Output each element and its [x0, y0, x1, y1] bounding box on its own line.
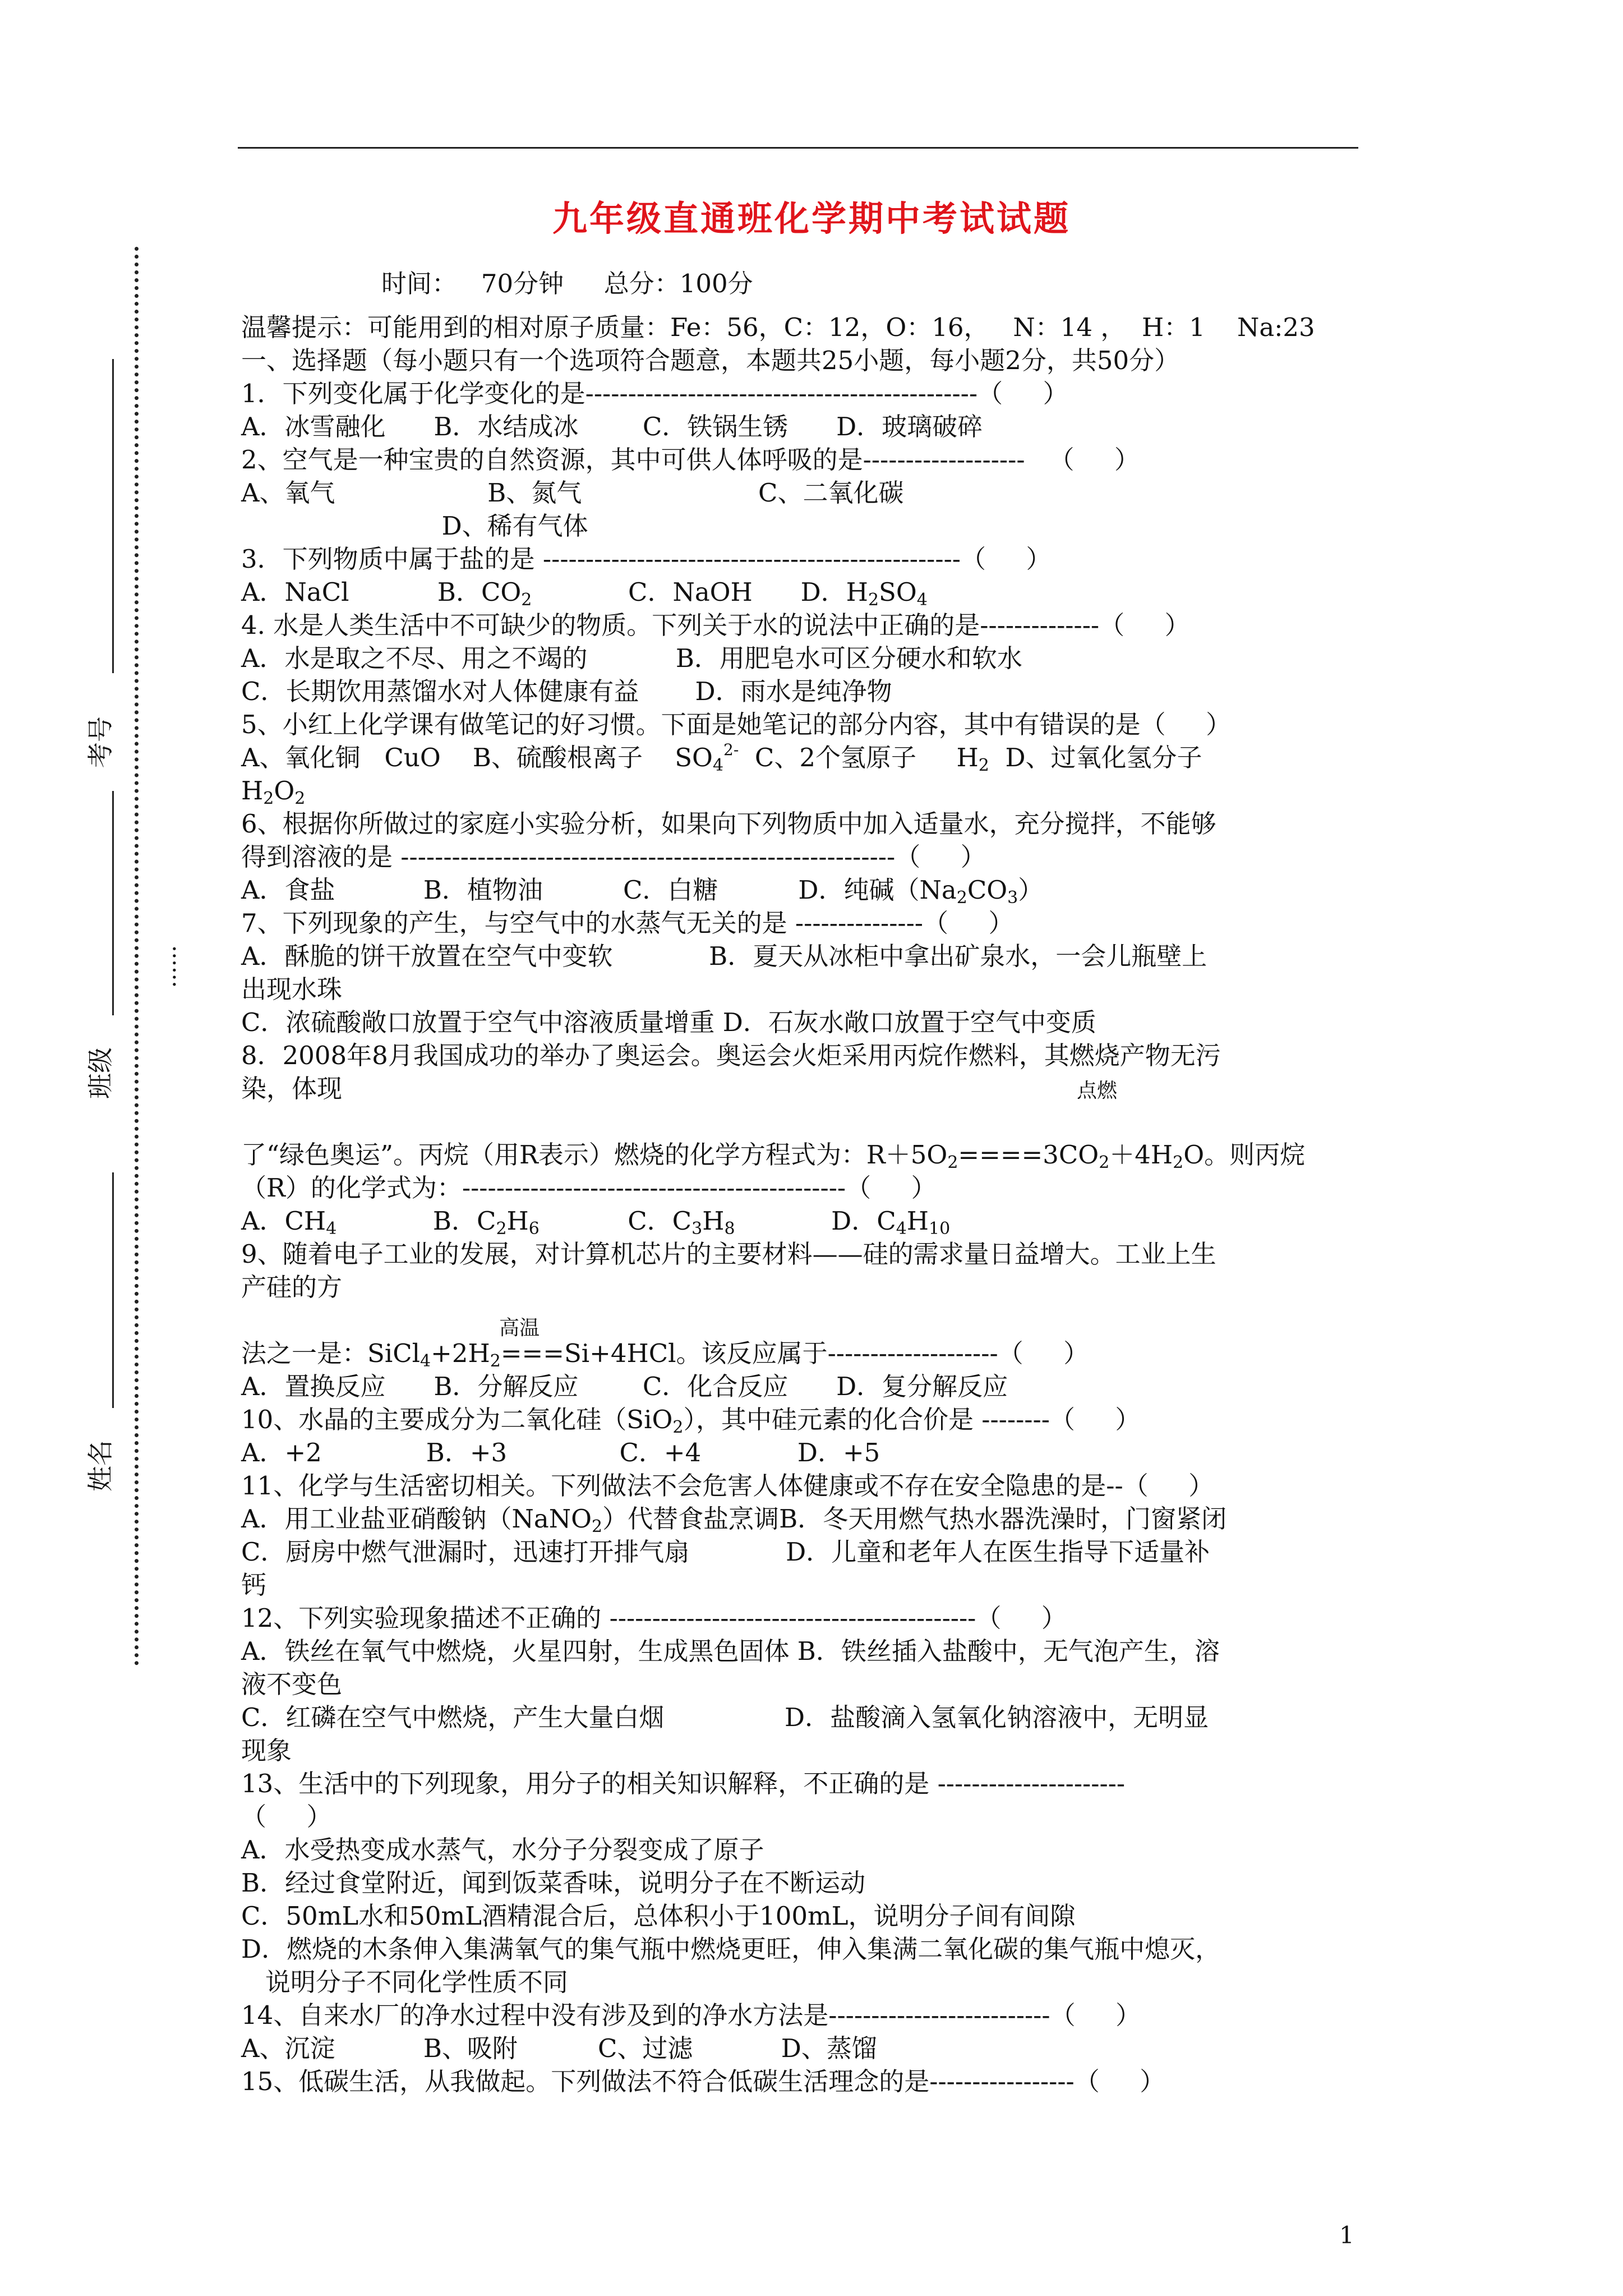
- question-14: 14、自来水厂的净水过程中没有涉及到的净水方法是--------------------------（ ）: [241, 2000, 1141, 2030]
- question-13-option-c: C．50mL水和50mL酒精混合后，总体积小于100mL，说明分子间有间隙: [241, 1901, 1076, 1931]
- field-kaohao: [112, 359, 114, 673]
- question-4: 4. 水是人类生活中不可缺少的物质。下列关于水的说法中正确的是--------------（ ）: [241, 610, 1190, 640]
- question-12-options-3: C．红磷在空气中燃烧，产生大量白烟 D．盐酸滴入氢氧化钠溶液中，无明显: [241, 1703, 1209, 1732]
- section-heading: 一、选择题（每小题只有一个选项符合题意，本题共25小题，每小题2分，共50分）: [241, 346, 1180, 375]
- question-8-equation: 了“绿色奥运”。丙烷（用R表示）燃烧的化学方程式为：$R+5O_2====3CO_2+4H_2O$。则丙烷: [241, 1140, 1306, 1172]
- question-10: 10、水晶的主要成分为二氧化硅（SiO$_2$），其中硅元素的化合价是 --------（ ）: [241, 1405, 1141, 1437]
- question-3-options: A．NaCl B．$CO_2$ C．NaOH D．$H_2SO_4$: [241, 577, 928, 610]
- label-xingming: 姓名: [85, 1440, 116, 1492]
- spacer: [241, 1105, 1385, 1138]
- question-9-cont: 产硅的方: [241, 1272, 343, 1302]
- question-14-options: A、沉淀 B、吸附 C、过滤 D、蒸馏: [241, 2033, 877, 2063]
- question-11: 11、化学与生活密切相关。下列做法不会危害人体健康或不存在安全隐患的是--（ ）: [241, 1471, 1214, 1501]
- question-4-options-2: C．长期饮用蒸馏水对人体健康有益 D．雨水是纯净物: [241, 677, 892, 706]
- question-13-option-a: A．水受热变成水蒸气，水分子分裂变成了原子: [241, 1835, 764, 1865]
- binding-dots: ......: [155, 945, 182, 988]
- question-11-options-2: C．厨房中燃气泄漏时，迅速打开排气扇 D．儿童和老年人在医生指导下适量补: [241, 1537, 1210, 1567]
- question-13-option-d: D．燃烧的木条伸入集满氧气的集气瓶中燃烧更旺，伸入集满二氧化碳的集气瓶中熄灭，: [241, 1934, 1221, 1964]
- question-7: 7、下列现象的产生，与空气中的水蒸气无关的是 ---------------（ ）: [241, 908, 1014, 938]
- question-10-options: A．+2 B．+3 C．+4 D．+5: [241, 1438, 880, 1467]
- question-2-options: A、氧气 B、氮气 C、二氧化碳: [241, 478, 904, 508]
- question-7-options: A．酥脆的饼干放置在空气中变软 B．夏天从冰柜中拿出矿泉水，一会儿瓶壁上: [241, 941, 1207, 971]
- question-1-options: A．冰雪融化 B．水结成冰 C．铁锅生锈 D．玻璃破碎: [241, 412, 983, 441]
- question-8: 8．2008年8月我国成功的举办了奥运会。奥运会火炬采用丙烷作燃料，其燃烧产物无污: [241, 1041, 1221, 1070]
- atomic-mass-tip: 温馨提示：可能用到的相对原子质量：Fe：56，C：12，O：16， N：14 ， H：1 Na:23: [241, 312, 1315, 342]
- question-5-options: A、氧化铜 CuO B、硫酸根离子 $SO_4^{2-}$ C、2个氢原子 $H_2$ D、过氧化氢分子: [241, 740, 1202, 775]
- question-12-options: A．铁丝在氧气中燃烧，火星四射，生成黑色固体 B．铁丝插入盐酸中，无气泡产生，溶: [241, 1636, 1220, 1666]
- question-13-cont: （ ）: [241, 1802, 332, 1832]
- label-kaohao: 考号: [85, 716, 116, 768]
- question-9: 9、随着电子工业的发展，对计算机芯片的主要材料——硅的需求量日益增大。工业上生: [241, 1239, 1216, 1269]
- question-2: 2、空气是一种宝贵的自然资源，其中可供人体呼吸的是------------------- （ ）: [241, 445, 1140, 475]
- question-13: 13、生活中的下列现象，用分子的相关知识解释，不正确的是 ----------------------: [241, 1769, 1126, 1798]
- question-13-option-b: B．经过食堂附近，闻到饭菜香味，说明分子在不断运动: [241, 1868, 866, 1898]
- question-5: 5、小红上化学课有做笔记的好习惯。下面是她笔记的部分内容，其中有错误的是（ ）: [241, 710, 1232, 739]
- question-9-condition-row: [241, 1304, 1385, 1340]
- question-11-options: A．用工业盐亚硝酸钠（NaNO$_2$）代替食盐烹调B．冬天用燃气热水器洗澡时，门窗紧闭: [241, 1504, 1227, 1536]
- question-9-options: A．置换反应 B．分解反应 C．化合反应 D．复分解反应: [241, 1372, 1008, 1401]
- page-title: 九年级直通班化学期中考试试题: [552, 198, 1071, 239]
- question-6-options: A．食盐 B．植物油 C．白糖 D．纯碱$(Na_2CO_3)$: [241, 875, 1044, 908]
- exam-body: [241, 267, 1385, 2098]
- question-4-options: A．水是取之不尽、用之不竭的 B．用肥皂水可区分硬水和软水: [241, 643, 1022, 673]
- question-8-cont: 染，体现 点燃: [241, 1072, 1385, 1105]
- binding-dotted-line: [135, 247, 139, 1666]
- field-xingming: [112, 1172, 114, 1408]
- question-3: 3．下列物质中属于盐的是 -------------------------------------------------（ ）: [241, 544, 1052, 574]
- label-banji: 班级: [85, 1047, 116, 1099]
- question-8-cont-2: （R）的化学式为：---------------------------------------------（ ）: [241, 1173, 937, 1203]
- top-rule: [238, 147, 1358, 149]
- question-12: 12、下列实验现象描述不正确的 -------------------------------------------（ ）: [241, 1603, 1067, 1633]
- question-1: 1．下列变化属于化学变化的是----------------------------------------------（ ）: [241, 379, 1068, 408]
- page-number: 1: [1339, 2221, 1354, 2249]
- question-7-options-3: C．浓硫酸敞口放置于空气中溶液质量增重 D．石灰水敞口放置于空气中变质: [241, 1007, 1096, 1037]
- time-score-line: 时间： 70分钟 总分：100分: [381, 269, 753, 298]
- question-8-options: A．$CH_4$ B．$C_2H_6$ C．$C_3H_8$ D．$C_4H_{10}$: [241, 1206, 951, 1239]
- reaction-condition-ignite: 点燃: [1077, 1079, 1118, 1102]
- question-15: 15、低碳生活，从我做起。下列做法不符合低碳生活理念的是-----------------（ ）: [241, 2067, 1165, 2096]
- question-9-equation: 法之一是：$SiCl_4+2H_2===Si+4HCl$。该反应属于--------------------（ ）: [241, 1338, 1089, 1371]
- question-12-options-4: 现象: [241, 1736, 292, 1765]
- field-banji: [112, 791, 114, 1015]
- question-2-options-2: D、稀有气体: [241, 511, 588, 541]
- question-11-options-3: 钙: [241, 1570, 267, 1600]
- question-6-cont: 得到溶液的是 ----------------------------------------------------------（ ）: [241, 842, 986, 872]
- question-12-options-2: 液不变色: [241, 1669, 343, 1699]
- question-13-option-d-cont: 说明分子不同化学性质不同: [241, 1967, 568, 1997]
- reaction-condition-heat: 高温: [499, 1317, 540, 1340]
- question-7-options-2: 出现水珠: [241, 974, 343, 1004]
- question-6: 6、根据你所做过的家庭小实验分析，如果向下列物质中加入适量水，充分搅拌，不能够: [241, 809, 1216, 839]
- question-5-options-2: $H_2O_2$: [241, 776, 306, 808]
